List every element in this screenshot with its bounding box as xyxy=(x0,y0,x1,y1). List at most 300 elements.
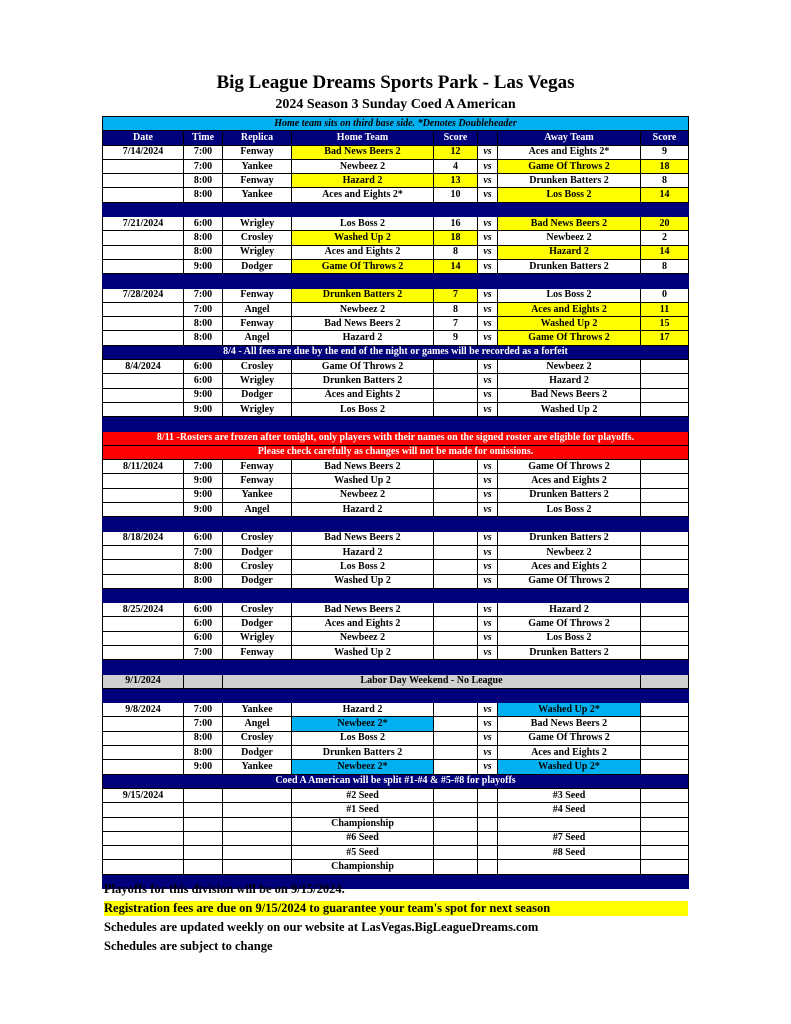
game-date: 9/1/2024 xyxy=(103,674,184,688)
game-row xyxy=(103,402,689,416)
game-time: 9:00 xyxy=(184,474,223,488)
home-score: 4 xyxy=(434,159,478,173)
field-replica: Crosley xyxy=(223,531,292,545)
field-replica: Fenway xyxy=(223,174,292,188)
field-replica: Dodger xyxy=(223,746,292,760)
game-time xyxy=(184,831,223,845)
away-score xyxy=(641,617,689,631)
away-team: Washed Up 2* xyxy=(498,760,641,774)
away-score: 8 xyxy=(641,174,689,188)
home-team: Aces and Eights 2 xyxy=(292,245,434,259)
home-team: Championship xyxy=(292,817,434,831)
announcement-row xyxy=(103,774,689,788)
home-score: 7 xyxy=(434,288,478,302)
away-score xyxy=(641,545,689,559)
game-time xyxy=(184,860,223,874)
game-row xyxy=(103,288,689,302)
game-row xyxy=(103,259,689,273)
game-row xyxy=(103,460,689,474)
game-date xyxy=(103,188,184,202)
schedule-change-note: Schedules are subject to change xyxy=(104,939,273,953)
away-team xyxy=(498,860,641,874)
game-time: 8:00 xyxy=(184,574,223,588)
home-team: #6 Seed xyxy=(292,831,434,845)
away-team: Newbeez 2 xyxy=(498,231,641,245)
game-date xyxy=(103,317,184,331)
home-team: Championship xyxy=(292,860,434,874)
game-row xyxy=(103,760,689,774)
home-score xyxy=(434,474,478,488)
game-date: 7/21/2024 xyxy=(103,217,184,231)
game-time: 6:00 xyxy=(184,531,223,545)
game-date: 9/15/2024 xyxy=(103,788,184,802)
week-separator xyxy=(103,660,689,674)
away-team: Bad News Beers 2 xyxy=(498,388,641,402)
versus-label xyxy=(478,860,498,874)
away-team xyxy=(498,817,641,831)
field-replica: Wrigley xyxy=(223,402,292,416)
week-separator xyxy=(103,202,689,216)
away-team: Drunken Batters 2 xyxy=(498,531,641,545)
game-row xyxy=(103,703,689,717)
home-score xyxy=(434,831,478,845)
home-team: Los Boss 2 xyxy=(292,217,434,231)
field-replica: Wrigley xyxy=(223,374,292,388)
away-score: 18 xyxy=(641,159,689,173)
game-date xyxy=(103,760,184,774)
home-score: 9 xyxy=(434,331,478,345)
announcement-text: 8/4 - All fees are due by the end of the night or games will be recorded as a forfeit xyxy=(103,345,689,359)
home-score xyxy=(434,803,478,817)
field-replica: Angel xyxy=(223,503,292,517)
away-score: 11 xyxy=(641,302,689,316)
away-team: Bad News Beers 2 xyxy=(498,717,641,731)
home-team: Bad News Beers 2 xyxy=(292,460,434,474)
game-date: 9/8/2024 xyxy=(103,703,184,717)
game-time: 6:00 xyxy=(184,374,223,388)
field-replica xyxy=(223,846,292,860)
away-score: 14 xyxy=(641,245,689,259)
away-score xyxy=(641,488,689,502)
game-time: 9:00 xyxy=(184,402,223,416)
away-team: Bad News Beers 2 xyxy=(498,217,641,231)
game-time: 7:00 xyxy=(184,645,223,659)
game-date: 8/25/2024 xyxy=(103,603,184,617)
alert-row xyxy=(103,431,689,445)
away-team: #4 Seed xyxy=(498,803,641,817)
home-score xyxy=(434,574,478,588)
game-date xyxy=(103,560,184,574)
home-team: Hazard 2 xyxy=(292,331,434,345)
header-note: Home team sits on third base side. *Denotes Doubleheader xyxy=(103,117,689,131)
game-date: 8/18/2024 xyxy=(103,531,184,545)
home-team: Drunken Batters 2 xyxy=(292,288,434,302)
col-header-vs xyxy=(478,131,498,145)
game-date xyxy=(103,731,184,745)
game-time xyxy=(184,846,223,860)
versus-label: vs xyxy=(478,231,498,245)
game-date xyxy=(103,331,184,345)
home-score xyxy=(434,760,478,774)
away-score xyxy=(641,731,689,745)
away-team: Hazard 2 xyxy=(498,245,641,259)
away-team: Washed Up 2* xyxy=(498,703,641,717)
game-date xyxy=(103,617,184,631)
home-team: #1 Seed xyxy=(292,803,434,817)
away-score xyxy=(641,760,689,774)
home-score xyxy=(434,402,478,416)
home-score: 10 xyxy=(434,188,478,202)
versus-label: vs xyxy=(478,503,498,517)
game-row xyxy=(103,374,689,388)
home-team: Washed Up 2 xyxy=(292,574,434,588)
game-time: 8:00 xyxy=(184,331,223,345)
game-time: 9:00 xyxy=(184,259,223,273)
game-row xyxy=(103,788,689,802)
field-replica: Wrigley xyxy=(223,217,292,231)
home-team: #5 Seed xyxy=(292,846,434,860)
game-date xyxy=(103,717,184,731)
game-row xyxy=(103,717,689,731)
away-score xyxy=(641,603,689,617)
home-score xyxy=(434,503,478,517)
versus-label: vs xyxy=(478,560,498,574)
game-date xyxy=(103,474,184,488)
away-score xyxy=(641,560,689,574)
away-score xyxy=(641,360,689,374)
versus-label: vs xyxy=(478,331,498,345)
home-score xyxy=(434,731,478,745)
game-date xyxy=(103,388,184,402)
away-team: Game Of Throws 2 xyxy=(498,731,641,745)
away-score: 14 xyxy=(641,188,689,202)
game-time: 7:00 xyxy=(184,145,223,159)
game-date xyxy=(103,846,184,860)
field-replica: Angel xyxy=(223,717,292,731)
game-row xyxy=(103,331,689,345)
game-row xyxy=(103,531,689,545)
game-date xyxy=(103,817,184,831)
home-score xyxy=(434,703,478,717)
field-replica: Yankee xyxy=(223,488,292,502)
away-score: 8 xyxy=(641,259,689,273)
away-score: 20 xyxy=(641,217,689,231)
versus-label: vs xyxy=(478,402,498,416)
week-separator xyxy=(103,588,689,602)
game-row xyxy=(103,388,689,402)
away-score: 17 xyxy=(641,331,689,345)
field-replica xyxy=(223,860,292,874)
separator-cell xyxy=(103,517,689,531)
versus-label: vs xyxy=(478,603,498,617)
separator-cell xyxy=(103,688,689,702)
home-score xyxy=(434,560,478,574)
away-score xyxy=(641,402,689,416)
field-replica xyxy=(223,803,292,817)
away-team: Aces and Eights 2 xyxy=(498,746,641,760)
away-score xyxy=(641,746,689,760)
playoffs-note: Playoffs for this division will be on 9/15/2024. xyxy=(104,882,345,896)
game-time: 8:00 xyxy=(184,174,223,188)
game-date xyxy=(103,402,184,416)
home-score: 8 xyxy=(434,302,478,316)
field-replica: Dodger xyxy=(223,545,292,559)
home-score xyxy=(434,374,478,388)
away-team: Drunken Batters 2 xyxy=(498,488,641,502)
away-score xyxy=(641,503,689,517)
score-cell xyxy=(641,674,689,688)
home-team: Hazard 2 xyxy=(292,174,434,188)
home-team: Bad News Beers 2 xyxy=(292,531,434,545)
away-team: Hazard 2 xyxy=(498,374,641,388)
versus-label: vs xyxy=(478,460,498,474)
away-team: Aces and Eights 2 xyxy=(498,560,641,574)
field-replica: Angel xyxy=(223,302,292,316)
home-score: 16 xyxy=(434,217,478,231)
game-row xyxy=(103,231,689,245)
game-time: 8:00 xyxy=(184,245,223,259)
away-team: Los Boss 2 xyxy=(498,188,641,202)
separator-cell xyxy=(103,417,689,431)
home-score: 8 xyxy=(434,245,478,259)
game-date xyxy=(103,245,184,259)
alert-text: 8/11 -Rosters are frozen after tonight, only players with their names on the signed roster are eligible for playoffs. xyxy=(103,431,689,445)
game-time: 9:00 xyxy=(184,503,223,517)
field-replica: Crosley xyxy=(223,603,292,617)
versus-label xyxy=(478,846,498,860)
game-row xyxy=(103,159,689,173)
away-team: Game Of Throws 2 xyxy=(498,460,641,474)
game-date xyxy=(103,574,184,588)
home-score xyxy=(434,631,478,645)
col-header-home-team: Home Team xyxy=(292,131,434,145)
field-replica: Dodger xyxy=(223,574,292,588)
home-team: #2 Seed xyxy=(292,788,434,802)
versus-label: vs xyxy=(478,488,498,502)
home-team: Hazard 2 xyxy=(292,545,434,559)
away-score xyxy=(641,831,689,845)
game-row xyxy=(103,631,689,645)
versus-label: vs xyxy=(478,259,498,273)
home-team: Hazard 2 xyxy=(292,503,434,517)
away-score: 15 xyxy=(641,317,689,331)
away-team: Game Of Throws 2 xyxy=(498,617,641,631)
field-replica: Fenway xyxy=(223,460,292,474)
home-team: Los Boss 2 xyxy=(292,402,434,416)
announcement-text: Coed A American will be split #1-#4 & #5-#8 for playoffs xyxy=(103,774,689,788)
away-score: 0 xyxy=(641,288,689,302)
game-time: 7:00 xyxy=(184,545,223,559)
home-score xyxy=(434,603,478,617)
separator-cell xyxy=(103,274,689,288)
game-time: 6:00 xyxy=(184,631,223,645)
holiday-text: Labor Day Weekend - No League xyxy=(223,674,641,688)
away-team: Aces and Eights 2 xyxy=(498,474,641,488)
game-time: 9:00 xyxy=(184,388,223,402)
versus-label: vs xyxy=(478,574,498,588)
versus-label: vs xyxy=(478,145,498,159)
game-date: 8/4/2024 xyxy=(103,360,184,374)
versus-label: vs xyxy=(478,174,498,188)
away-team: Game Of Throws 2 xyxy=(498,331,641,345)
game-row xyxy=(103,731,689,745)
col-header-away-score: Score xyxy=(641,131,689,145)
versus-label: vs xyxy=(478,617,498,631)
away-team: #3 Seed xyxy=(498,788,641,802)
game-time xyxy=(184,803,223,817)
game-date xyxy=(103,159,184,173)
game-row xyxy=(103,545,689,559)
game-date xyxy=(103,231,184,245)
game-date xyxy=(103,746,184,760)
game-row xyxy=(103,188,689,202)
field-replica: Fenway xyxy=(223,317,292,331)
field-replica xyxy=(223,817,292,831)
away-team: Aces and Eights 2* xyxy=(498,145,641,159)
home-score: 12 xyxy=(434,145,478,159)
game-date xyxy=(103,831,184,845)
week-separator xyxy=(103,274,689,288)
field-replica: Crosley xyxy=(223,560,292,574)
versus-label: vs xyxy=(478,302,498,316)
home-score xyxy=(434,717,478,731)
versus-label: vs xyxy=(478,159,498,173)
away-score: 2 xyxy=(641,231,689,245)
col-header-home-score: Score xyxy=(434,131,478,145)
versus-label: vs xyxy=(478,188,498,202)
game-row xyxy=(103,217,689,231)
home-team: Hazard 2 xyxy=(292,703,434,717)
versus-label: vs xyxy=(478,288,498,302)
game-time: 7:00 xyxy=(184,460,223,474)
away-score xyxy=(641,574,689,588)
game-row xyxy=(103,503,689,517)
field-replica: Crosley xyxy=(223,231,292,245)
field-replica: Yankee xyxy=(223,188,292,202)
away-team: Drunken Batters 2 xyxy=(498,259,641,273)
game-time: 6:00 xyxy=(184,360,223,374)
away-score xyxy=(641,860,689,874)
field-replica: Yankee xyxy=(223,703,292,717)
home-score xyxy=(434,788,478,802)
away-score xyxy=(641,531,689,545)
home-score xyxy=(434,860,478,874)
alert-text: Please check carefully as changes will not be made for omissions. xyxy=(103,445,689,459)
home-score xyxy=(434,817,478,831)
game-row xyxy=(103,574,689,588)
home-score xyxy=(434,488,478,502)
home-team: Bad News Beers 2 xyxy=(292,145,434,159)
versus-label: vs xyxy=(478,545,498,559)
col-header-away-team: Away Team xyxy=(498,131,641,145)
game-time: 7:00 xyxy=(184,717,223,731)
home-score xyxy=(434,746,478,760)
home-team: Newbeez 2 xyxy=(292,159,434,173)
field-replica: Fenway xyxy=(223,474,292,488)
versus-label: vs xyxy=(478,731,498,745)
away-score xyxy=(641,460,689,474)
game-row xyxy=(103,645,689,659)
game-row xyxy=(103,360,689,374)
away-score xyxy=(641,817,689,831)
away-team: Los Boss 2 xyxy=(498,631,641,645)
versus-label: vs xyxy=(478,531,498,545)
away-team: Drunken Batters 2 xyxy=(498,645,641,659)
home-score xyxy=(434,388,478,402)
game-row xyxy=(103,860,689,874)
home-score: 7 xyxy=(434,317,478,331)
away-team: Newbeez 2 xyxy=(498,545,641,559)
time-cell xyxy=(184,674,223,688)
game-time: 6:00 xyxy=(184,617,223,631)
away-score xyxy=(641,803,689,817)
away-score xyxy=(641,631,689,645)
home-team: Drunken Batters 2 xyxy=(292,746,434,760)
separator-cell xyxy=(103,588,689,602)
game-time: 8:00 xyxy=(184,731,223,745)
game-time: 7:00 xyxy=(184,703,223,717)
game-row xyxy=(103,560,689,574)
game-row xyxy=(103,846,689,860)
separator-cell xyxy=(103,202,689,216)
away-score xyxy=(641,388,689,402)
game-time xyxy=(184,817,223,831)
game-date xyxy=(103,545,184,559)
versus-label xyxy=(478,803,498,817)
holiday-row xyxy=(103,674,689,688)
home-team: Newbeez 2* xyxy=(292,760,434,774)
home-team: Bad News Beers 2 xyxy=(292,603,434,617)
game-time xyxy=(184,788,223,802)
game-date xyxy=(103,503,184,517)
away-team: Washed Up 2 xyxy=(498,317,641,331)
versus-label: vs xyxy=(478,317,498,331)
home-team: Newbeez 2* xyxy=(292,717,434,731)
away-score xyxy=(641,645,689,659)
away-score xyxy=(641,374,689,388)
away-score xyxy=(641,703,689,717)
versus-label: vs xyxy=(478,645,498,659)
game-date xyxy=(103,803,184,817)
home-team: Bad News Beers 2 xyxy=(292,317,434,331)
home-score xyxy=(434,460,478,474)
away-score xyxy=(641,717,689,731)
page-subtitle: 2024 Season 3 Sunday Coed A American xyxy=(275,97,516,112)
game-row xyxy=(103,817,689,831)
home-score xyxy=(434,645,478,659)
versus-label: vs xyxy=(478,360,498,374)
registration-note: Registration fees are due on 9/15/2024 to guarantee your team's spot for next season xyxy=(104,901,688,916)
home-team: Newbeez 2 xyxy=(292,488,434,502)
game-row xyxy=(103,617,689,631)
game-date xyxy=(103,259,184,273)
home-team: Los Boss 2 xyxy=(292,560,434,574)
home-score xyxy=(434,360,478,374)
game-date: 8/11/2024 xyxy=(103,460,184,474)
field-replica: Crosley xyxy=(223,360,292,374)
away-team: Game Of Throws 2 xyxy=(498,159,641,173)
game-row xyxy=(103,803,689,817)
field-replica: Fenway xyxy=(223,145,292,159)
game-time: 8:00 xyxy=(184,746,223,760)
game-time: 7:00 xyxy=(184,288,223,302)
field-replica: Angel xyxy=(223,331,292,345)
game-time: 6:00 xyxy=(184,603,223,617)
home-score: 13 xyxy=(434,174,478,188)
versus-label xyxy=(478,831,498,845)
field-replica xyxy=(223,831,292,845)
game-row xyxy=(103,145,689,159)
